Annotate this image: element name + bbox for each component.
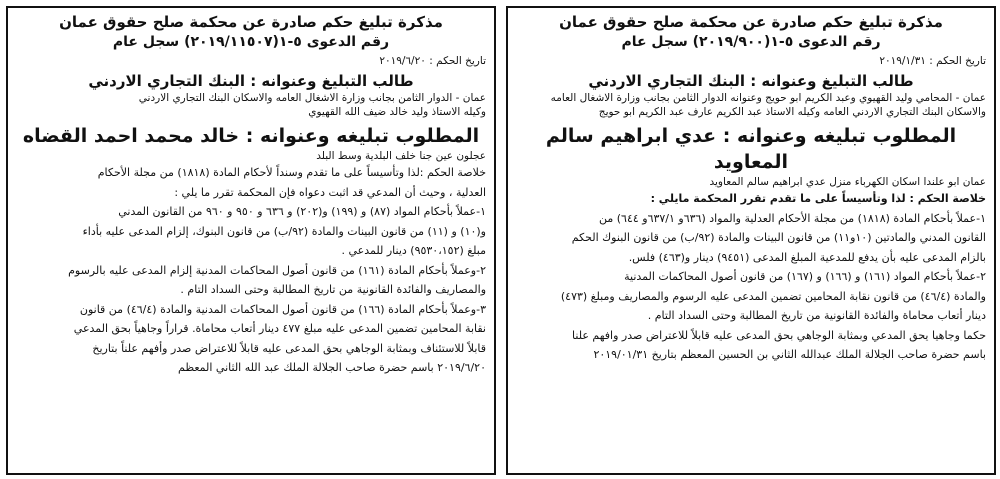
body-line: ٢٠١٩/٦/٢٠ باسم حضرة صاحب الجلالة الملك عبد الله الثاني المعظم — [178, 361, 486, 374]
judgment-date: تاريخ الحكم : ٢٠١٩/٦/٢٠ — [379, 55, 486, 67]
judgment-date: تاريخ الحكم : ٢٠١٩/١/٣١ — [879, 55, 986, 67]
body-line: بالزام المدعى عليه بأن يدفع للمدعية المبلغ المدعى (٩٤٥١) دينار و(٤٦٣) فلس. — [628, 250, 986, 264]
body-line: والمصاريف والفائدة القانونية من تاريخ المطالبة وحتى السداد التام . — [180, 283, 486, 296]
requester: طالب التبليغ وعنوانه : البنك التجاري الاردني — [88, 72, 414, 90]
requester-address-line: والاسكان البنك التجاري الاردني العامه وكيله الاستاذ عبد الكريم عارف عبد الكريم ابو حويج — [598, 106, 986, 118]
respondent: المطلوب تبليغه وعنوانه : خالد محمد احمد القضاه — [22, 125, 480, 147]
respondent-address: عجلون عين جنا خلف البلدية وسط البلد — [316, 150, 486, 162]
case-number: رقم الدعوى ٥-١(٢٠١٩/٩٠٠) سجل عام — [621, 34, 881, 50]
body-line: مبلغ (٩٥٣٠،١٥٢) دينار للمدعي . — [341, 244, 486, 257]
body-line: ٢-عملاً بأحكام المواد (١٦١) و (١٦٦) و (١٦٧) من قانون أصول المحاكمات المدنية — [624, 270, 986, 283]
requester-address-line: عمان - المحامي وليد القهيوي وعبد الكريم ابو حويج وعنوانه الدوار الثامن بجانب وزارة الاشغال العامه — [550, 92, 986, 104]
notice-left — [6, 6, 496, 475]
notice-title: مذكرة تبليغ حكم صادرة عن محكمة صلح حقوق عمان — [559, 13, 943, 31]
case-number: رقم الدعوى ٥-١(٢٠١٩/١١٥٠٧) سجل عام — [112, 34, 390, 50]
body-line: حكما وجاهيا يحق المدعي وبمثابة الوجاهي بحق المدعى عليه قابلاً للاعتراض صدر وافهم علنا — [572, 328, 986, 342]
body-line: دينار أتعاب محاماة والفائدة القانونية من تاريخ المطالبة وحتى السداد التام . — [647, 309, 986, 322]
body-line: ٣-وعملاً بأحكام المادة (١٦٦) من قانون أصول المحاكمات المدنية والمادة (٤٦/٤) من قانون — [79, 302, 486, 316]
body-line: و(١٠) و (١١) من قانون البينات والمادة (٩٢/ب) من قانون البنوك، إلزام المدعى عليه بأداء — [82, 224, 486, 238]
body-line: القانون المدني والمادتين (١٠و١١) من قانون البينات والمادة (٩٢/ب) من قانون البنوك الحكم — [571, 231, 986, 244]
body-line: قابلاً للاستئناف وبمثابة الوجاهي بحق المدعى عليه قابلاً للاعتراض صدر وأفهم علناً بتاريخ — [92, 341, 486, 355]
requester-address-line: وكيله الاستاذ وليد خالد ضيف الله القهيوي — [308, 106, 486, 118]
respondent-address: عمان ابو علندا اسكان الكهرباء منزل عدي ابراهيم سالم المعاويد — [709, 176, 986, 188]
body-line: باسم حضرة صاحب الجلالة الملك عبدالله الثاني بن الحسين المعظم بتاريخ ٢٠١٩/٠١/٣١ — [593, 348, 986, 361]
body-line: خلاصة الحكم : لذا وتأسيساً على ما تقدم تقرر المحكمة مايلي : — [650, 192, 986, 205]
body-line: العدلية ، وحيث أن المدعي قد اثبت دعواه فإن المحكمة تقرر ما يلي : — [174, 185, 486, 199]
body-line: ٢-وعملاً بأحكام المادة (١٦١) من قانون أصول المحاكمات المدنية إلزام المدعى عليه بالرسوم — [68, 263, 486, 277]
body-line: خلاصة الحكم :لذا وتأسيساً على ما تقدم وسنداً لأحكام المادة (١٨١٨) من مجلة الأحكام — [97, 166, 486, 179]
respondent: المطلوب تبليغه وعنوانه : عدي ابراهيم سالم المعاويد — [545, 125, 957, 173]
notice-right — [506, 6, 996, 475]
requester: طالب التبليغ وعنوانه : البنك التجاري الاردني — [588, 72, 914, 90]
requester-address-line: عمان - الدوار الثامن بجانب وزارة الاشغال العامه والاسكان البنك التجاري الاردني — [138, 92, 486, 104]
body-line: نقابة المحامين تضمين المدعى عليه مبلغ ٤٧٧ دينار أتعاب محاماة. قراراً وجاهياً بحق المدعي — [73, 322, 486, 335]
notice-title: مذكرة تبليغ حكم صادرة عن محكمة صلح حقوق عمان — [59, 13, 443, 31]
body-line: ١-عملاً بأحكام المواد (٨٧) و (١٩٩) و(٢٠٢) و ٦٣٦ و ٩٥٠ و ٩٦٠ من القانون المدني — [118, 205, 486, 218]
body-line: ١-عملاً بأحكام المادة (١٨١٨) من مجلة الأحكام العدلية والمواد (٦٣٦و ٦٣٧/١و ٦٤٤) من — [598, 211, 986, 225]
body-line: والمادة (٤٦/٤) من قانون نقابة المحامين تضمين المدعى عليه الرسوم والمصاريف ومبلغ (٤٧٣) — [560, 289, 986, 303]
